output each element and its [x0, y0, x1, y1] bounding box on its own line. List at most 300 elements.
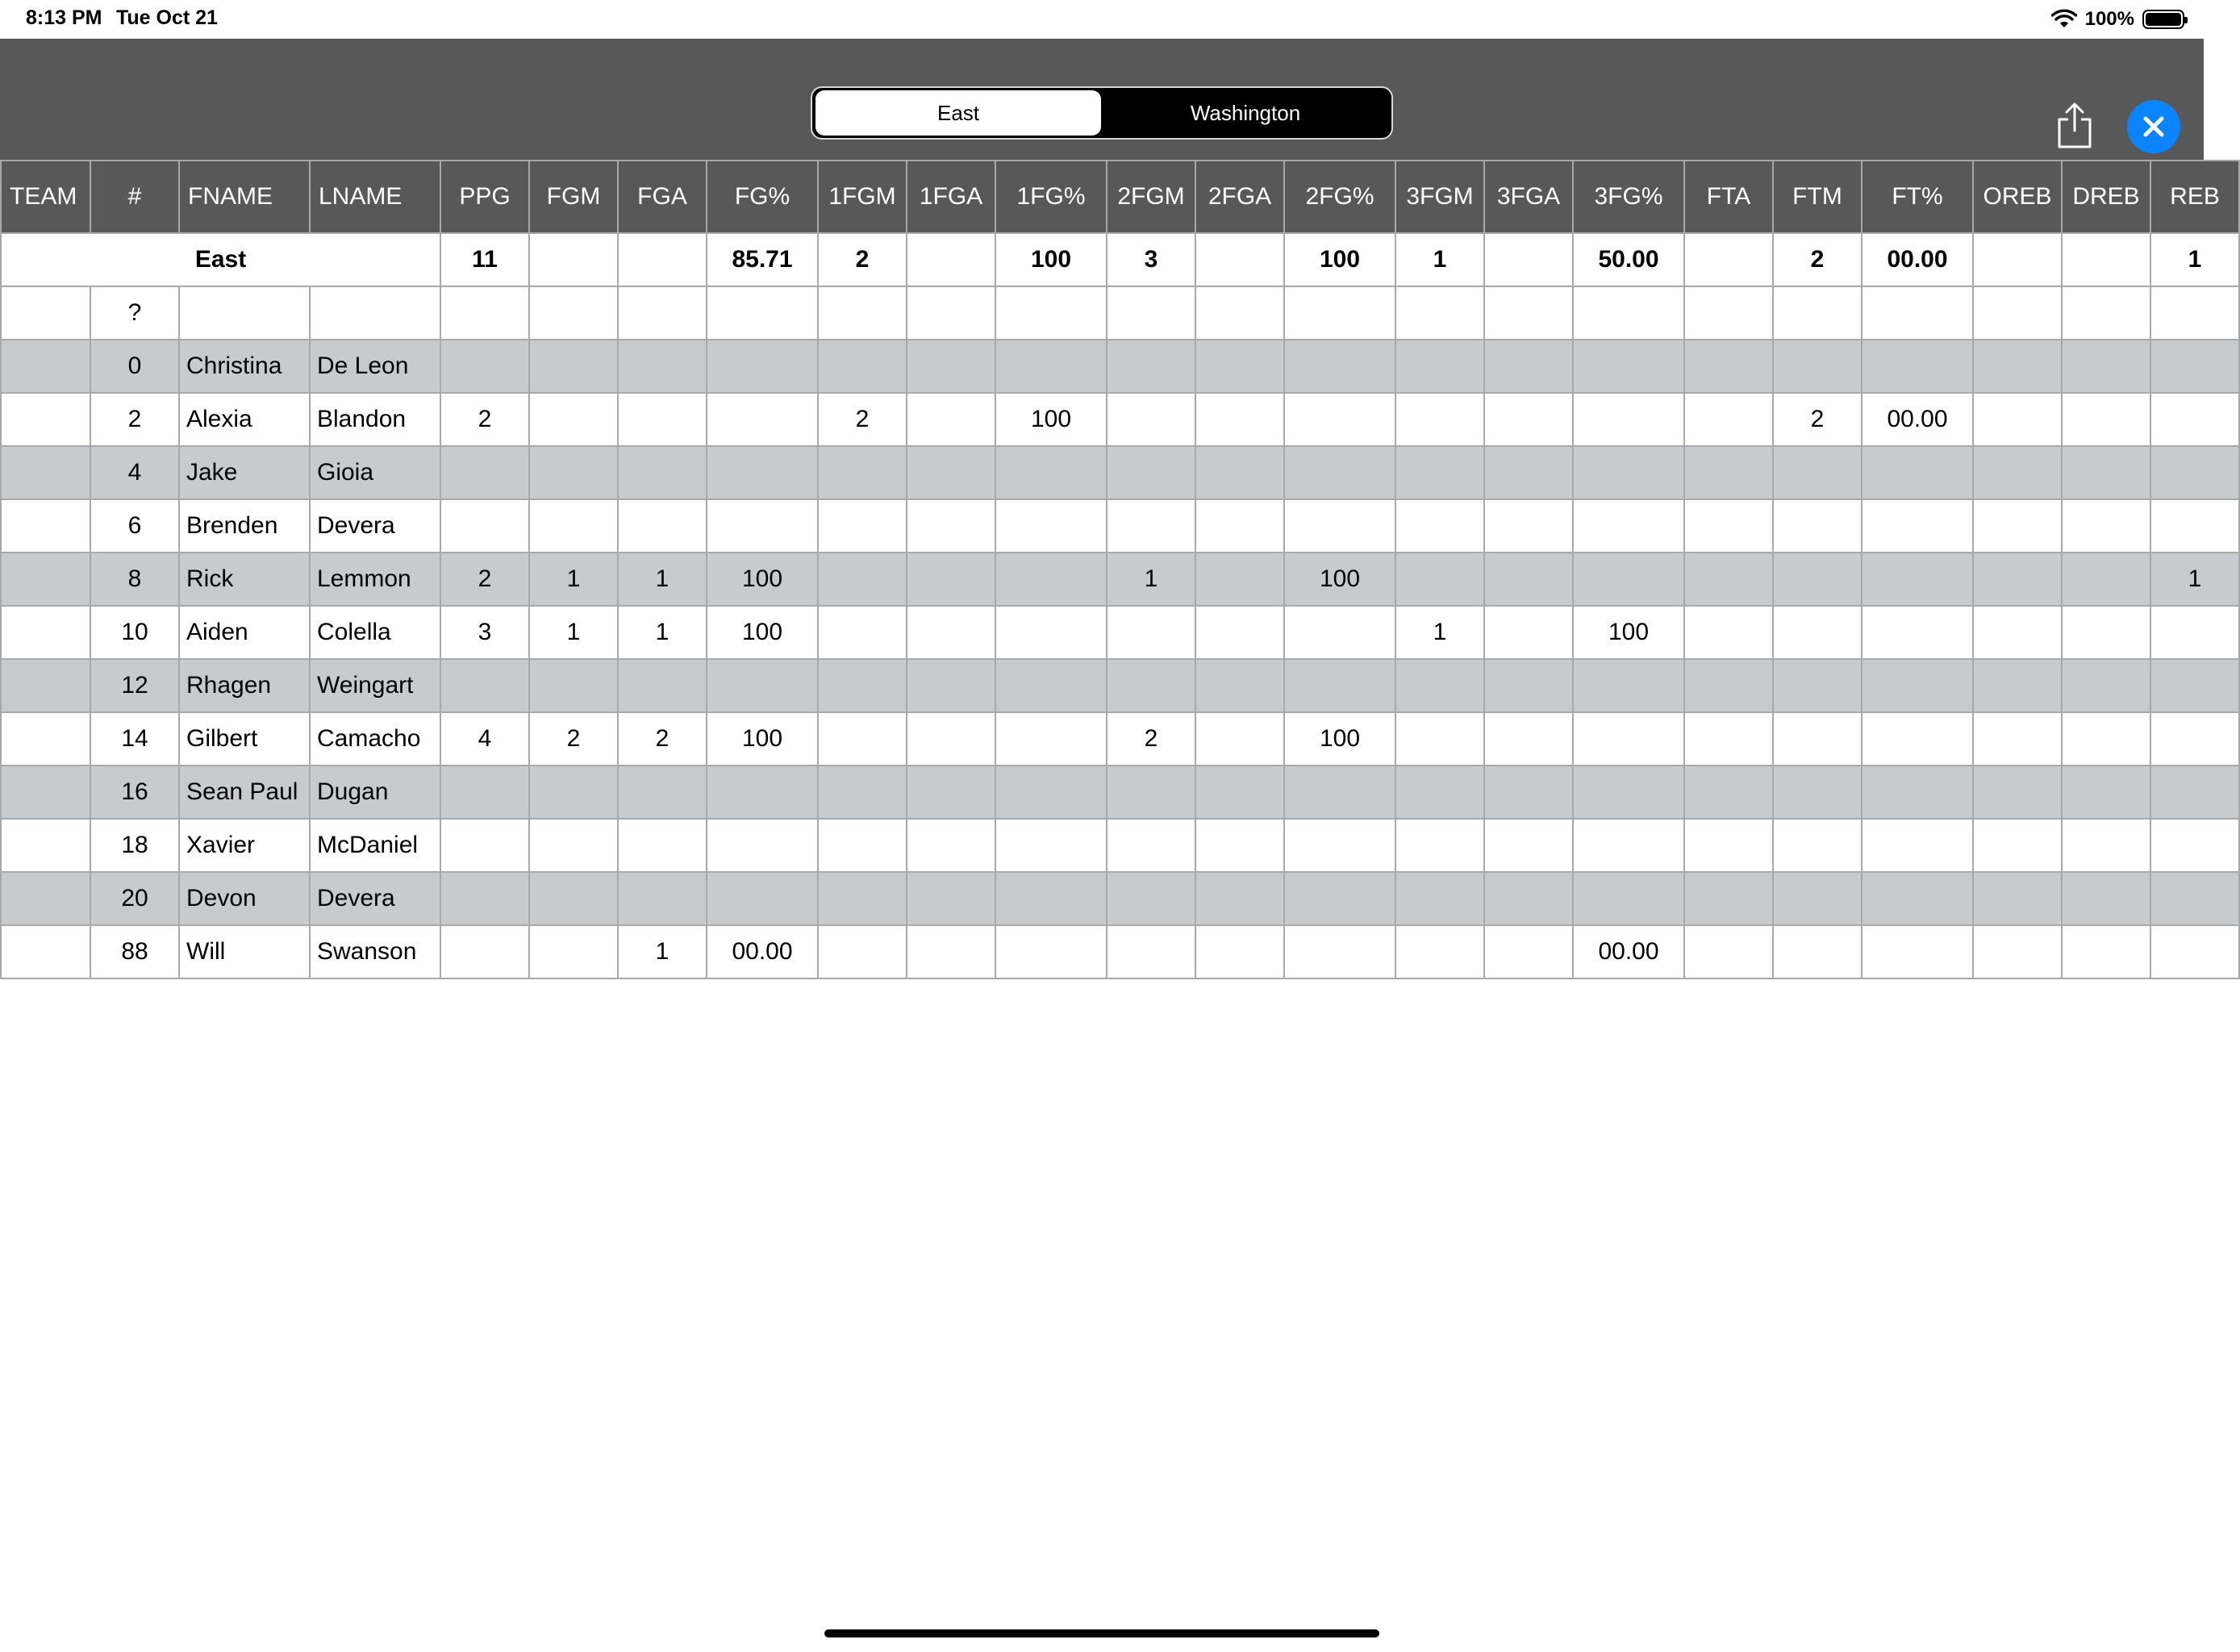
total-cell [529, 233, 618, 286]
first-name-cell: Sean Paul [179, 766, 310, 819]
stat-cell [707, 659, 818, 712]
stat-cell [1484, 286, 1573, 340]
stat-cell [818, 766, 907, 819]
stat-cell [1973, 872, 2062, 925]
stat-cell [1395, 819, 1484, 872]
stat-cell [1195, 712, 1284, 766]
column-header[interactable]: 1FGM [818, 161, 907, 233]
stat-cell [907, 819, 995, 872]
total-cell: 2 [1773, 233, 1862, 286]
number-cell: 88 [90, 925, 179, 978]
stat-cell: 4 [440, 712, 529, 766]
stat-cell [995, 659, 1107, 712]
status-time: 8:13 PM [26, 6, 102, 29]
first-name-cell: Rick [179, 553, 310, 606]
table-row[interactable] [1, 499, 2239, 553]
last-name-cell: Colella [310, 606, 440, 659]
stat-cell [907, 712, 995, 766]
first-name-cell: Xavier [179, 819, 310, 872]
stat-cell [1573, 446, 1684, 499]
stat-cell [1684, 872, 1773, 925]
battery-percent: 100% [2084, 8, 2134, 30]
close-button[interactable] [2127, 100, 2180, 153]
stat-cell [1684, 766, 1773, 819]
total-cell: 11 [440, 233, 529, 286]
stat-cell [1195, 553, 1284, 606]
column-header[interactable]: REB [2150, 161, 2239, 233]
stat-cell [1395, 766, 1484, 819]
share-icon[interactable] [2055, 102, 2094, 150]
number-cell: ? [90, 286, 179, 340]
stat-cell [907, 499, 995, 553]
stat-cell [1284, 925, 1395, 978]
stat-cell [1773, 925, 1862, 978]
last-name-cell: Lemmon [310, 553, 440, 606]
stat-cell [529, 872, 618, 925]
stat-cell: 1 [529, 606, 618, 659]
stat-cell [1284, 872, 1395, 925]
stat-cell [707, 819, 818, 872]
stat-cell [1107, 286, 1195, 340]
stat-cell [1107, 659, 1195, 712]
last-name-cell: Gioia [310, 446, 440, 499]
stat-cell [818, 553, 907, 606]
stat-cell [1195, 925, 1284, 978]
team-cell [1, 925, 90, 978]
stat-cell [1684, 606, 1773, 659]
stat-cell: 100 [1284, 553, 1395, 606]
stat-cell [1284, 819, 1395, 872]
stat-cell [529, 499, 618, 553]
stat-cell [1684, 340, 1773, 393]
stat-cell [1484, 553, 1573, 606]
stat-cell [1195, 819, 1284, 872]
table-row[interactable] [1, 393, 2239, 446]
stat-cell [1773, 606, 1862, 659]
column-header[interactable]: # [90, 161, 179, 233]
column-header[interactable]: OREB [1973, 161, 2062, 233]
stat-cell [1484, 925, 1573, 978]
stat-cell [707, 340, 818, 393]
stats-table [0, 160, 2240, 979]
stat-cell [907, 340, 995, 393]
stat-cell [2062, 340, 2150, 393]
stat-cell [1973, 819, 2062, 872]
stat-cell [1395, 499, 1484, 553]
last-name-cell: McDaniel [310, 819, 440, 872]
stat-cell [1484, 819, 1573, 872]
stat-cell [2150, 286, 2239, 340]
last-name-cell: Weingart [310, 659, 440, 712]
stat-cell [995, 712, 1107, 766]
stat-cell [907, 286, 995, 340]
stat-cell [907, 766, 995, 819]
team-cell [1, 553, 90, 606]
stat-cell [1973, 659, 2062, 712]
column-header[interactable]: PPG [440, 161, 529, 233]
first-name-cell: Will [179, 925, 310, 978]
stat-cell [440, 659, 529, 712]
stat-cell [1107, 819, 1195, 872]
stat-cell [1395, 925, 1484, 978]
stat-cell [1284, 766, 1395, 819]
total-cell: 100 [995, 233, 1107, 286]
stat-cell [995, 766, 1107, 819]
total-cell: 85.71 [707, 233, 818, 286]
battery-icon [2142, 10, 2184, 29]
stat-cell [618, 766, 707, 819]
stat-cell [2062, 872, 2150, 925]
stat-cell [818, 712, 907, 766]
stat-cell [1973, 766, 2062, 819]
column-header[interactable]: 3FGA [1484, 161, 1573, 233]
stat-cell [2150, 925, 2239, 978]
stat-cell: 100 [1284, 712, 1395, 766]
stat-cell [1773, 819, 1862, 872]
stat-cell [1195, 446, 1284, 499]
column-header[interactable]: FG% [707, 161, 818, 233]
stat-cell [1107, 393, 1195, 446]
stat-cell [1107, 340, 1195, 393]
stat-cell [1862, 499, 1973, 553]
column-header[interactable]: LNAME [310, 161, 440, 233]
stat-cell [1395, 872, 1484, 925]
stat-cell [1573, 286, 1684, 340]
stat-cell [1107, 872, 1195, 925]
stat-cell [707, 499, 818, 553]
stat-cell [1395, 659, 1484, 712]
tab-east[interactable]: East [815, 90, 1101, 136]
stat-cell [1284, 286, 1395, 340]
stat-cell [2150, 606, 2239, 659]
stat-cell [2062, 606, 2150, 659]
header-bar [0, 39, 2204, 160]
stat-cell: 3 [440, 606, 529, 659]
stat-cell [1684, 446, 1773, 499]
stat-cell: 2 [1107, 712, 1195, 766]
column-header[interactable]: 3FGM [1395, 161, 1484, 233]
first-name-cell: Brenden [179, 499, 310, 553]
column-header[interactable]: TEAM [1, 161, 90, 233]
team-cell [1, 766, 90, 819]
team-cell [1, 286, 90, 340]
stat-cell [1862, 659, 1973, 712]
stat-cell [1773, 659, 1862, 712]
stat-cell [2150, 393, 2239, 446]
stat-cell [2062, 393, 2150, 446]
stat-cell [1284, 340, 1395, 393]
stat-cell [2150, 872, 2239, 925]
stat-cell: 100 [707, 606, 818, 659]
stat-cell [995, 606, 1107, 659]
number-cell: 14 [90, 712, 179, 766]
stat-cell [1484, 393, 1573, 446]
total-cell: 2 [818, 233, 907, 286]
stat-cell [1195, 340, 1284, 393]
stat-cell [1973, 340, 2062, 393]
last-name-cell: Devera [310, 872, 440, 925]
stat-cell: 2 [618, 712, 707, 766]
stat-cell [707, 393, 818, 446]
stat-cell [1973, 925, 2062, 978]
column-header[interactable]: FTA [1684, 161, 1773, 233]
stat-cell [1862, 819, 1973, 872]
stat-cell [1107, 446, 1195, 499]
stat-cell [818, 819, 907, 872]
stat-cell [1107, 925, 1195, 978]
tab-washington[interactable]: Washington [1190, 100, 1301, 125]
stat-cell [1773, 499, 1862, 553]
stat-cell [1395, 286, 1484, 340]
stat-cell [1107, 606, 1195, 659]
first-name-cell: Christina [179, 340, 310, 393]
stat-cell [818, 872, 907, 925]
table-row[interactable] [1, 925, 2239, 978]
stat-cell [529, 659, 618, 712]
stat-cell [995, 446, 1107, 499]
status-bar [0, 0, 2204, 39]
stat-cell [1484, 766, 1573, 819]
stat-cell [1862, 712, 1973, 766]
stat-cell [907, 659, 995, 712]
stats-table-scroll[interactable] [0, 160, 2220, 979]
stat-cell [907, 606, 995, 659]
last-name-cell: Dugan [310, 766, 440, 819]
stat-cell [1395, 340, 1484, 393]
column-header[interactable]: FT% [1862, 161, 1973, 233]
stat-cell [907, 446, 995, 499]
first-name-cell: Gilbert [179, 712, 310, 766]
stat-cell: 00.00 [707, 925, 818, 978]
stat-cell [440, 286, 529, 340]
stat-cell: 2 [440, 393, 529, 446]
stat-cell [1773, 872, 1862, 925]
total-cell [618, 233, 707, 286]
stat-cell [1484, 340, 1573, 393]
stat-cell [618, 340, 707, 393]
stat-cell [1484, 606, 1573, 659]
stat-cell [907, 553, 995, 606]
stat-cell [1862, 340, 1973, 393]
stat-cell [1684, 286, 1773, 340]
column-header[interactable]: FTM [1773, 161, 1862, 233]
stat-cell [2150, 712, 2239, 766]
column-header[interactable]: 2FGA [1195, 161, 1284, 233]
number-cell: 20 [90, 872, 179, 925]
column-header[interactable]: 2FGM [1107, 161, 1195, 233]
stat-cell [1684, 712, 1773, 766]
stat-cell: 00.00 [1862, 393, 1973, 446]
stat-cell [1573, 553, 1684, 606]
stat-cell [818, 499, 907, 553]
stat-cell [1862, 872, 1973, 925]
stat-cell [529, 446, 618, 499]
total-cell: 3 [1107, 233, 1195, 286]
stat-cell [2150, 499, 2239, 553]
stat-cell [618, 286, 707, 340]
stat-cell [907, 872, 995, 925]
stat-cell [529, 766, 618, 819]
table-row[interactable] [1, 553, 2239, 606]
stat-cell [1195, 606, 1284, 659]
stat-cell: 00.00 [1573, 925, 1684, 978]
stat-cell [1684, 393, 1773, 446]
stat-cell [1973, 393, 2062, 446]
wifi-icon [2051, 10, 2077, 29]
stat-cell: 2 [529, 712, 618, 766]
number-cell: 12 [90, 659, 179, 712]
stat-cell [1484, 712, 1573, 766]
stat-cell [529, 340, 618, 393]
stat-cell [818, 659, 907, 712]
stat-cell [995, 819, 1107, 872]
table-row[interactable] [1, 819, 2239, 872]
stat-cell [1484, 872, 1573, 925]
stat-cell [1195, 872, 1284, 925]
table-row[interactable] [1, 872, 2239, 925]
stat-cell [995, 340, 1107, 393]
stat-cell [1484, 499, 1573, 553]
stat-cell [1773, 766, 1862, 819]
stat-cell [1684, 553, 1773, 606]
stat-cell [1773, 340, 1862, 393]
stat-cell [2062, 766, 2150, 819]
column-header[interactable]: FGM [529, 161, 618, 233]
stat-cell [1973, 553, 2062, 606]
table-row[interactable] [1, 286, 2239, 340]
table-row[interactable] [1, 340, 2239, 393]
table-row[interactable] [1, 766, 2239, 819]
stat-cell [440, 872, 529, 925]
stat-cell [1773, 286, 1862, 340]
stat-cell [2062, 819, 2150, 872]
column-header[interactable]: 3FG% [1573, 161, 1684, 233]
column-header[interactable]: FGA [618, 161, 707, 233]
stat-cell [2062, 286, 2150, 340]
stat-cell: 100 [1573, 606, 1684, 659]
column-header[interactable]: 2FG% [1284, 161, 1395, 233]
stat-cell [995, 553, 1107, 606]
stat-cell: 1 [618, 553, 707, 606]
total-cell: 1 [2150, 233, 2239, 286]
first-name-cell: Alexia [179, 393, 310, 446]
stat-cell [618, 819, 707, 872]
stat-cell [907, 393, 995, 446]
stat-cell [818, 286, 907, 340]
column-header[interactable]: 1FGA [907, 161, 995, 233]
stat-cell: 2 [818, 393, 907, 446]
status-right [2051, 5, 2184, 34]
team-cell [1, 819, 90, 872]
stat-cell [1284, 499, 1395, 553]
table-row[interactable] [1, 606, 2239, 659]
first-name-cell [179, 286, 310, 340]
stat-cell [1973, 712, 2062, 766]
number-cell: 8 [90, 553, 179, 606]
stat-cell [440, 819, 529, 872]
stat-cell [1284, 393, 1395, 446]
team-cell [1, 712, 90, 766]
stat-cell [1395, 446, 1484, 499]
stat-cell [529, 393, 618, 446]
stat-cell: 100 [707, 712, 818, 766]
stat-cell: 100 [707, 553, 818, 606]
stat-cell [818, 340, 907, 393]
stat-cell [1573, 819, 1684, 872]
stat-cell [1284, 659, 1395, 712]
stat-cell [707, 286, 818, 340]
stat-cell [1773, 553, 1862, 606]
stat-cell [1284, 446, 1395, 499]
table-header-row [1, 161, 2239, 233]
team-total-row [1, 233, 2239, 286]
stat-cell [2062, 499, 2150, 553]
stat-cell: 1 [618, 606, 707, 659]
stat-cell [1973, 446, 2062, 499]
column-header[interactable]: 1FG% [995, 161, 1107, 233]
stat-cell [1862, 286, 1973, 340]
stat-cell: 1 [618, 925, 707, 978]
stat-cell [1484, 446, 1573, 499]
first-name-cell: Aiden [179, 606, 310, 659]
stat-cell [1862, 446, 1973, 499]
stat-cell [1195, 393, 1284, 446]
stat-cell [907, 925, 995, 978]
stat-cell [440, 766, 529, 819]
total-cell [1973, 233, 2062, 286]
stat-cell [2062, 659, 2150, 712]
team-cell [1, 340, 90, 393]
last-name-cell: Blandon [310, 393, 440, 446]
table-row[interactable] [1, 659, 2239, 712]
stat-cell [818, 925, 907, 978]
stat-cell [1684, 819, 1773, 872]
stat-cell [618, 659, 707, 712]
stat-cell: 1 [529, 553, 618, 606]
number-cell: 0 [90, 340, 179, 393]
stat-cell [529, 819, 618, 872]
last-name-cell [310, 286, 440, 340]
stat-cell [2062, 712, 2150, 766]
stat-cell: 2 [440, 553, 529, 606]
team-cell [1, 606, 90, 659]
column-header[interactable]: FNAME [179, 161, 310, 233]
stat-cell [618, 446, 707, 499]
team-cell [1, 659, 90, 712]
home-indicator[interactable] [824, 1629, 1379, 1637]
team-cell [1, 872, 90, 925]
stat-cell [707, 766, 818, 819]
stat-cell [1573, 393, 1684, 446]
last-name-cell: Devera [310, 499, 440, 553]
table-row[interactable] [1, 446, 2239, 499]
column-header[interactable]: DREB [2062, 161, 2150, 233]
team-cell [1, 393, 90, 446]
stat-cell [2150, 819, 2239, 872]
stat-cell [1973, 286, 2062, 340]
table-row[interactable] [1, 712, 2239, 766]
stat-cell [1862, 766, 1973, 819]
stat-cell: 1 [1107, 553, 1195, 606]
stat-cell [995, 925, 1107, 978]
stat-cell [1195, 286, 1284, 340]
total-cell: 00.00 [1862, 233, 1973, 286]
total-cell: 100 [1284, 233, 1395, 286]
total-cell: 50.00 [1573, 233, 1684, 286]
total-cell [1195, 233, 1284, 286]
team-cell [1, 446, 90, 499]
stat-cell [618, 872, 707, 925]
